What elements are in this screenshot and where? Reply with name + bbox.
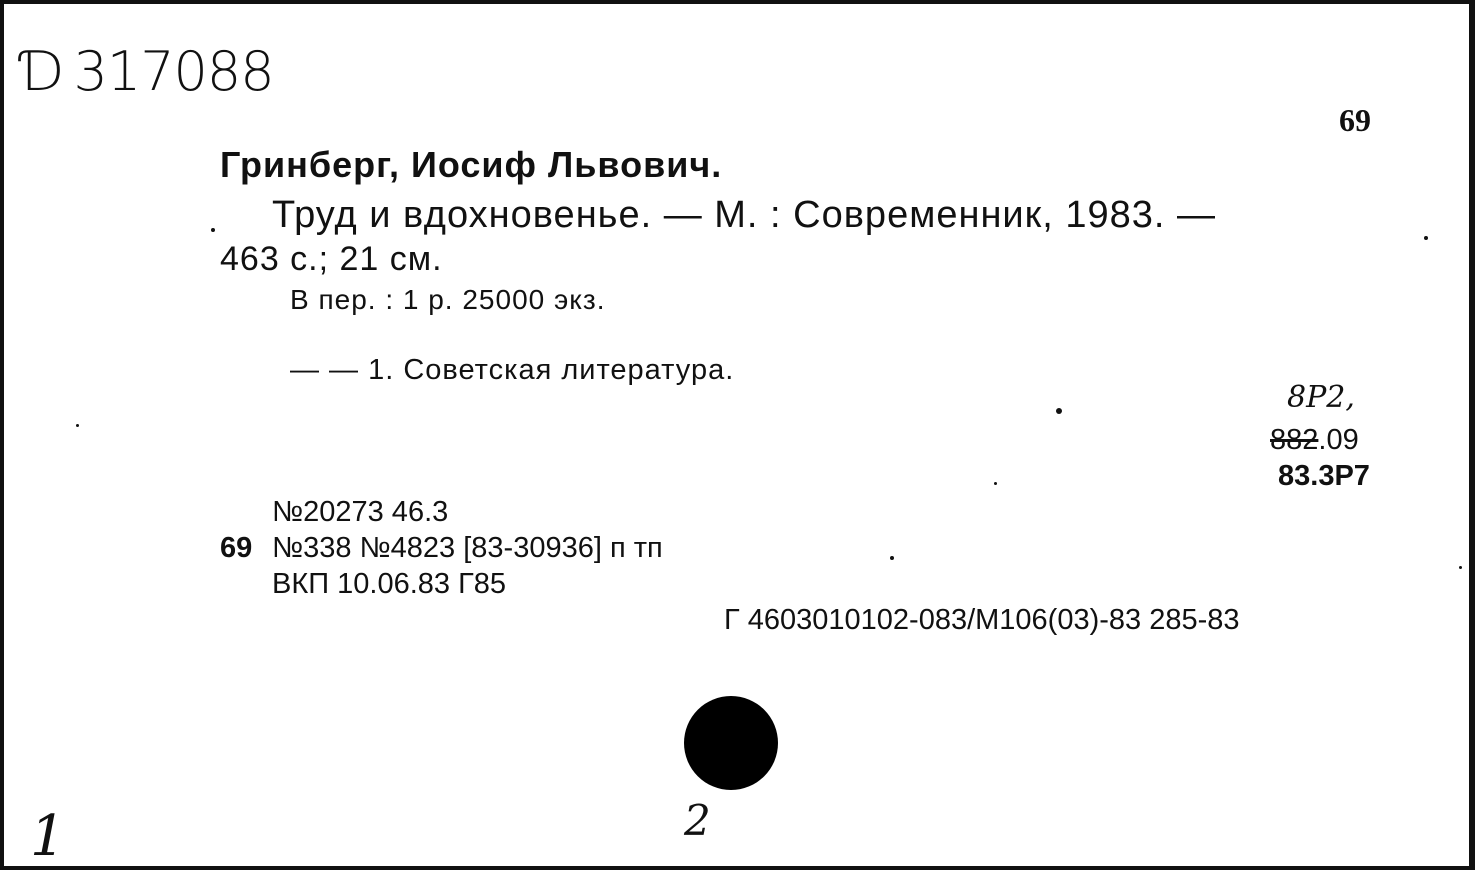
handwritten-mark-1: 1 [30,804,66,869]
handwritten-mark-2: 2 [684,796,711,845]
catalog-index-line: Г 4603010102-083/М106(03)-83 285-83 [724,604,1240,636]
ink-speck [1459,566,1462,569]
ink-speck [994,482,997,485]
ink-speck [211,228,215,232]
registry-line-2-number: 69 [220,532,253,564]
author-heading: Гринберг, Иосиф Львович. [220,144,723,185]
price-print-run-line: В пер. : 1 р. 25000 экз. [290,284,606,315]
punch-hole [684,696,778,790]
classification-1-rest: .09 [1318,424,1359,456]
ink-speck [890,556,894,560]
registry-line-1: №20273 46.3 [272,496,449,528]
classification-old-struck: 882 [1270,424,1319,456]
handwritten-id-number: 317088 [73,40,274,103]
title-imprint-line: Труд и вдохновенье. — М. : Современник, 1983. — [272,194,1217,236]
registry-line-2: №338 №4823 [83-30936] п тп [272,532,663,564]
subject-heading-line: — — 1. Советская литература. [290,354,735,386]
classification-code-2: 83.3Р7 [1278,460,1370,492]
registry-line-3: ВКП 10.06.83 Г85 [272,568,507,600]
classification-code-1 [1270,424,1359,457]
ink-speck [76,424,79,427]
pagination-line: 463 с.; 21 см. [220,240,443,278]
index-number: 69 [1339,102,1371,138]
handwritten-id [22,40,274,103]
handwritten-id-mark: Ɗ [20,40,67,103]
ink-speck [1424,236,1428,240]
handwritten-classification: 8Р2, [1287,380,1355,415]
ink-speck [1056,408,1062,414]
